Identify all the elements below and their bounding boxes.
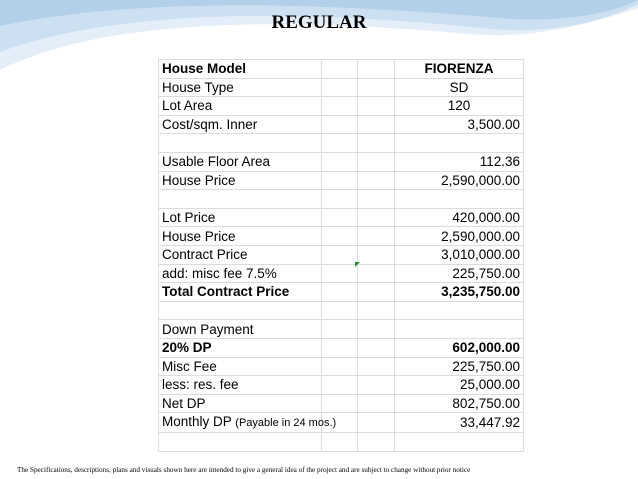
row-value: 602,000.00 xyxy=(395,338,524,357)
house-model-label: House Model xyxy=(159,60,322,79)
table-row xyxy=(159,376,524,395)
row-label: Contract Price xyxy=(159,245,322,264)
row-label: Total Contract Price xyxy=(159,283,322,302)
row-value: 3,235,750.00 xyxy=(395,283,524,302)
row-label: less: res. fee xyxy=(159,376,322,395)
row-value: 2,590,000.00 xyxy=(395,227,524,246)
row-label: House Price xyxy=(159,227,322,246)
table-row xyxy=(159,301,524,320)
row-label: Lot Price xyxy=(159,208,322,227)
row-label: add: misc fee 7.5% xyxy=(159,264,322,283)
row-label xyxy=(159,301,322,320)
table-row xyxy=(159,171,524,190)
row-label: Down Payment xyxy=(159,320,322,339)
row-label xyxy=(159,433,322,452)
table-row xyxy=(159,413,524,433)
row-label: Lot Area xyxy=(159,97,322,116)
row-value: 3,010,000.00 xyxy=(395,245,524,264)
row-label: Cost/sqm. Inner xyxy=(159,115,322,134)
row-value: 33,447.92 xyxy=(395,413,524,433)
row-label: House Price xyxy=(159,171,322,190)
table-row xyxy=(159,338,524,357)
row-label: House Type xyxy=(159,78,322,97)
row-label: 20% DP xyxy=(159,338,322,357)
table-row xyxy=(159,320,524,339)
slide-title: REGULAR xyxy=(271,12,367,33)
table-row xyxy=(159,152,524,171)
row-value xyxy=(395,134,524,153)
row-value: SD xyxy=(395,78,524,97)
table-row xyxy=(159,283,524,302)
table-row xyxy=(159,134,524,153)
table-row xyxy=(159,245,524,264)
row-value xyxy=(395,433,524,452)
row-value: 3,500.00 xyxy=(395,115,524,134)
row-label: Usable Floor Area xyxy=(159,152,322,171)
row-value xyxy=(395,190,524,209)
table-row xyxy=(159,190,524,209)
table-row xyxy=(159,394,524,413)
row-value xyxy=(395,320,524,339)
table-row xyxy=(159,115,524,134)
table-row xyxy=(159,97,524,116)
table-row xyxy=(159,433,524,452)
table-row xyxy=(159,264,524,283)
row-value: 225,750.00 xyxy=(395,357,524,376)
payable-note: (Payable in 24 mos.) xyxy=(235,417,337,430)
row-label xyxy=(159,190,322,209)
row-value: 225,750.00 xyxy=(395,264,524,283)
table-row xyxy=(159,78,524,97)
row-label: Misc Fee xyxy=(159,357,322,376)
house-model-value: FIORENZA xyxy=(395,60,524,79)
disclaimer-footer: The Specifications, descriptions, plans and visuals shown here are intended to give a general idea of the project and are subject to change without prior notice xyxy=(17,466,471,474)
row-label: Monthly DP (Payable in 24 mos.) xyxy=(159,413,322,433)
row-label: Net DP xyxy=(159,394,322,413)
price-spec-table xyxy=(158,59,524,452)
row-value xyxy=(395,301,524,320)
table-row xyxy=(159,227,524,246)
row-value: 420,000.00 xyxy=(395,208,524,227)
row-value: 2,590,000.00 xyxy=(395,171,524,190)
row-label xyxy=(159,134,322,153)
table-row xyxy=(159,357,524,376)
table-row xyxy=(159,208,524,227)
row-value: 120 xyxy=(395,97,524,116)
table-header-row xyxy=(159,60,524,79)
row-value: 802,750.00 xyxy=(395,394,524,413)
row-value: 25,000.00 xyxy=(395,376,524,395)
cell-comment-marker xyxy=(355,262,360,267)
row-value: 112.36 xyxy=(395,152,524,171)
